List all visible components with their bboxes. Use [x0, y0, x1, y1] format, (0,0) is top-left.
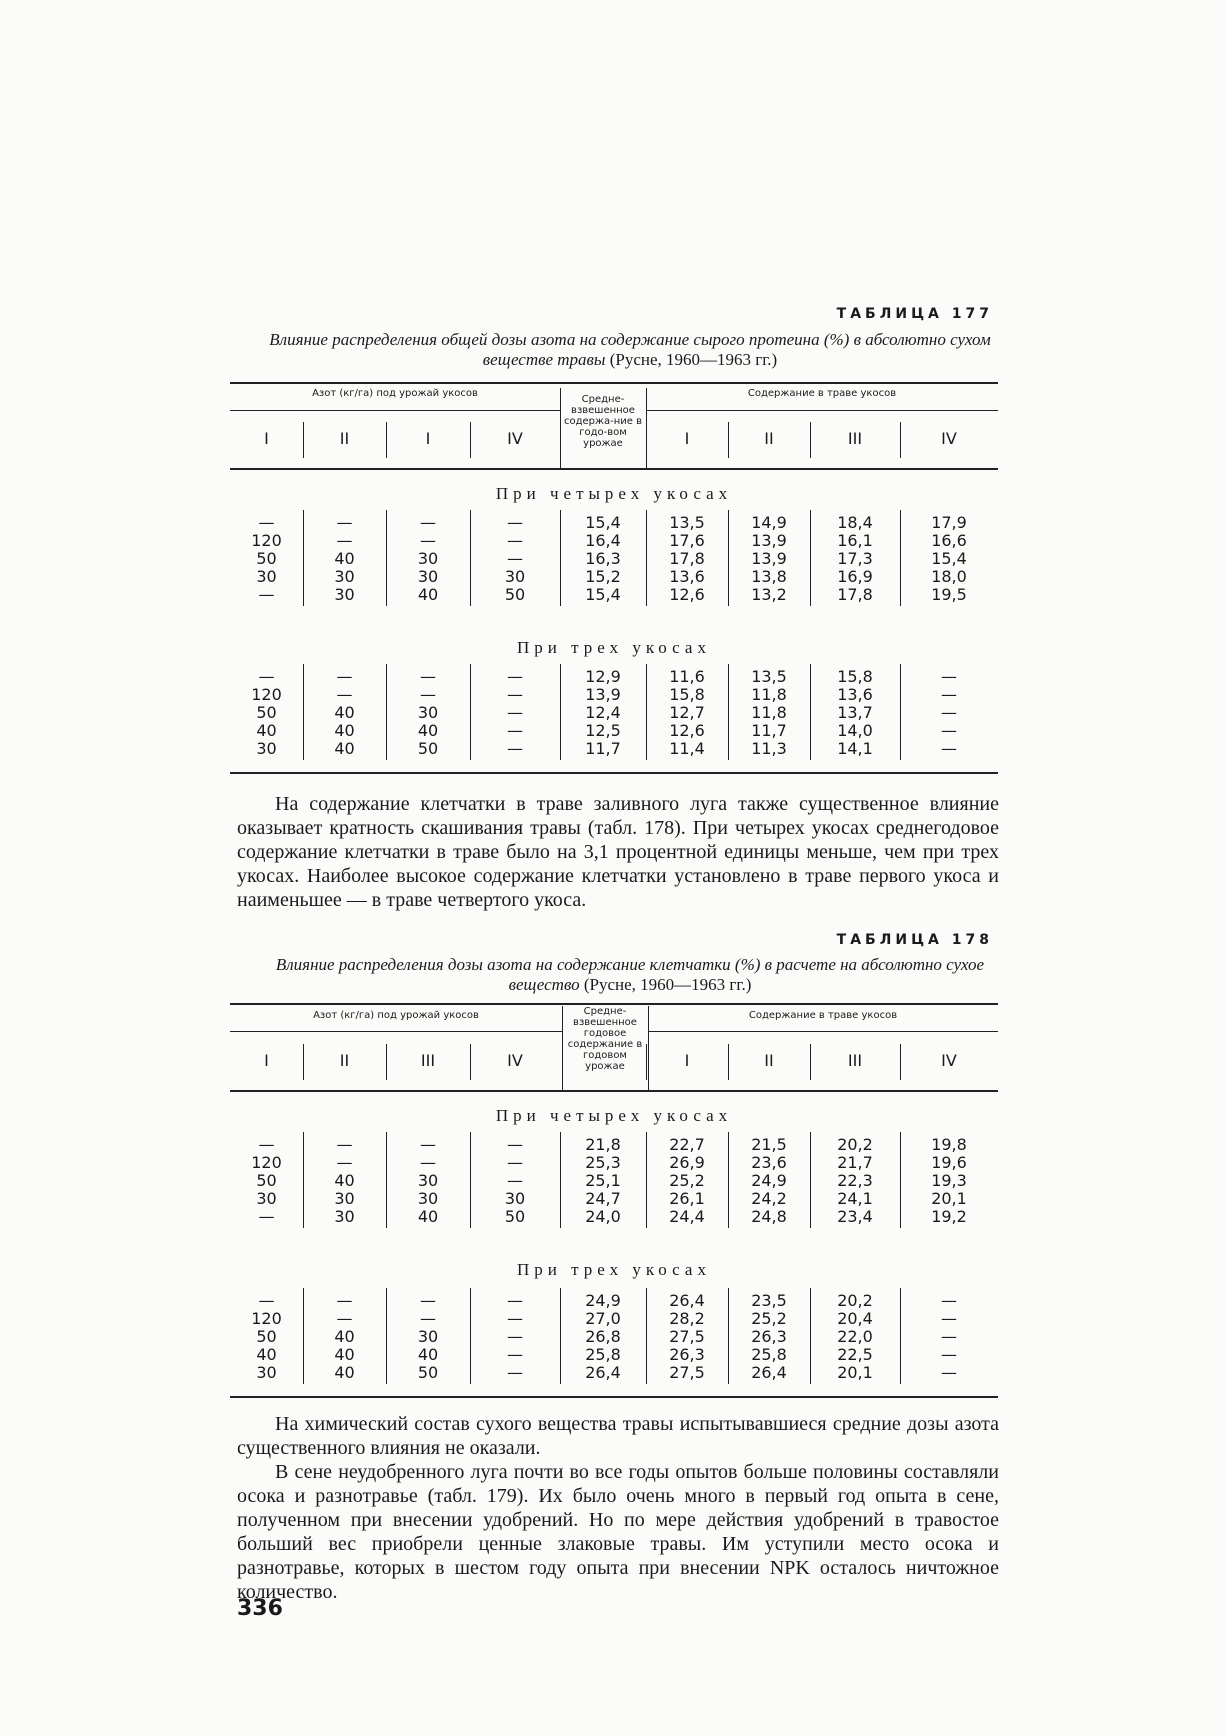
t177-three-cell: 14,1	[837, 739, 873, 758]
table-178-label: ТАБЛИЦА 178	[836, 932, 993, 948]
t178-content-header-2: II	[764, 1051, 774, 1070]
t177-three-cell: 13,5	[751, 667, 787, 686]
t177-three-cell: 30	[417, 703, 439, 722]
t177-nitro-header-1: I	[264, 429, 269, 448]
t177-three-cell: 11,6	[669, 667, 705, 686]
t177-three-cell: —	[420, 685, 436, 704]
t177-three-cell: —	[941, 667, 957, 686]
t177-four-cell: 12,6	[669, 585, 705, 604]
t177-content-header-3: III	[847, 429, 863, 448]
table-177-title-source: (Русне, 1960—1963 гг.)	[609, 350, 778, 369]
t177-four-cell: 13,5	[669, 513, 705, 532]
t178-three-cell: —	[507, 1291, 523, 1310]
t177-four-cell: —	[420, 531, 436, 550]
paragraph-chemistry: На химический состав сухого вещества травы испытывавшиеся средние дозы азота существенного влияния не оказали.	[237, 1413, 999, 1459]
t177-four-cell: 30	[256, 567, 277, 586]
t177-four-cell: 19,5	[931, 585, 967, 604]
t178-three-cell: 40	[417, 1345, 439, 1364]
t178-four-cell: 23,4	[837, 1207, 873, 1226]
t177-content-header-1: I	[684, 429, 690, 448]
t178-four-cell: —	[258, 1135, 275, 1154]
paragraph-hay: В сене неудобренного луга почти во все годы опытов больше половины составляли осока и разнотравье (табл. 179). Их было очень много в первый год опыта в сене, полученном при внесении удобрений. Но по мере действия удобрений в травостое больший вес приобрели ценные злаковые травы. Им уступили место осока и разнотравье, которых в шестом году опыта при внесении NPK осталось ничтожное количество.	[237, 1461, 999, 1603]
t177-four-cell: 13,9	[751, 531, 787, 550]
t177-content-header-4: IV	[941, 429, 957, 448]
t177-nitro-header-2: II	[339, 429, 350, 448]
t177-three-cell: 15,8	[669, 685, 705, 704]
table-178-title-italic: Влияние распределения дозы азота на содержание клетчатки (%) в расчете на абсолютно сухое вещество	[275, 955, 985, 994]
t177-four-cell: 16,9	[837, 567, 873, 586]
t178-four-cell: 26,9	[669, 1153, 705, 1172]
t177-three-cell: —	[941, 721, 957, 740]
t178-three-cell: 25,8	[585, 1345, 621, 1364]
t177-three-cell: 12,5	[585, 721, 621, 740]
t178-four-cell: 21,7	[837, 1153, 873, 1172]
t177-three-cell: 11,7	[585, 739, 621, 758]
t177-four-cell: 30	[334, 585, 355, 604]
t178-three-cell: —	[941, 1345, 957, 1364]
t177-nitro-header-3: I	[425, 429, 431, 448]
t177-four-cell: —	[336, 513, 353, 532]
t177-three-cell: —	[941, 685, 957, 704]
t178-three-cell: 20,2	[837, 1291, 873, 1310]
t178-three-cell: —	[507, 1363, 523, 1382]
t178-three-cell: 26,4	[751, 1363, 787, 1382]
t178-three-cell: —	[941, 1327, 957, 1346]
t178-nitro-header-3: III	[420, 1051, 436, 1070]
t177-three-cell: 12,4	[585, 703, 621, 722]
table-178-avg-header: Средне-взвешенное годовое содержание в годовом урожае	[567, 1006, 643, 1072]
t178-four-cell: 24,7	[585, 1189, 621, 1208]
t177-four-cell: 17,6	[669, 531, 705, 550]
t178-three-cell: 20,4	[837, 1309, 873, 1328]
t177-four-cell: 15,2	[585, 567, 621, 586]
t177-four-cell: 13,6	[669, 567, 705, 586]
t177-four-cell: 13,8	[751, 567, 787, 586]
t177-three-cell: 11,3	[751, 739, 787, 758]
table-177-title-italic: Влияние распределения общей дозы азота на содержание сырого протеина (%) в абсолютно сухом веществе травы	[269, 330, 991, 369]
t178-nitro-header-2: II	[339, 1051, 350, 1070]
t178-four-cell: 30	[417, 1171, 439, 1190]
t177-three-cell: 13,7	[837, 703, 873, 722]
t177-three-cell: 11,8	[751, 703, 787, 722]
table-177-content-header: Содержание в траве укосов	[747, 388, 897, 399]
t177-four-cell: 18,0	[931, 567, 967, 586]
t177-three-cell: 40	[334, 703, 355, 722]
t178-four-cell: 20,1	[931, 1189, 967, 1208]
t178-four-cell: 21,8	[585, 1135, 621, 1154]
t177-four-cell: 16,4	[585, 531, 621, 550]
t178-four-cell: —	[507, 1171, 523, 1190]
t178-three-cell: —	[941, 1309, 957, 1328]
t178-four-cell: 24,4	[669, 1207, 705, 1226]
t177-content-header-2: II	[764, 429, 774, 448]
t177-four-cell: 30	[504, 567, 526, 586]
t177-four-cell: 14,9	[751, 513, 787, 532]
t178-four-cell: 19,2	[931, 1207, 967, 1226]
t177-three-cell: —	[336, 685, 353, 704]
t178-four-cell: —	[507, 1135, 523, 1154]
t177-three-cell: 12,7	[669, 703, 705, 722]
t177-four-cell: 16,3	[585, 549, 621, 568]
table-178-nitrogen-header: Азот (кг/га) под урожай укосов	[313, 1010, 479, 1021]
t177-four-cell: —	[507, 531, 523, 550]
t177-three-cell: 12,9	[585, 667, 621, 686]
t177-three-cell: —	[420, 667, 436, 686]
t178-four-cell: 40	[334, 1171, 355, 1190]
t177-four-cell: 30	[334, 567, 355, 586]
t178-three-cell: 40	[334, 1345, 355, 1364]
t178-three-cell: 23,5	[751, 1291, 787, 1310]
t178-four-cell: 30	[334, 1189, 355, 1208]
t178-four-cell: 25,3	[585, 1153, 621, 1172]
t177-three-cell: —	[507, 703, 523, 722]
t177-three-cell: 40	[256, 721, 277, 740]
t177-three-cell: —	[336, 667, 353, 686]
t178-three-cell: 50	[417, 1363, 439, 1382]
t178-four-cell: —	[420, 1153, 436, 1172]
t178-four-cell: 30	[504, 1189, 526, 1208]
t178-four-cell: 23,6	[751, 1153, 787, 1172]
table-178-section-three: При трех укосах	[517, 1260, 711, 1279]
t177-four-cell: 40	[334, 549, 355, 568]
t177-four-cell: 13,9	[751, 549, 787, 568]
t177-three-cell: 15,8	[837, 667, 873, 686]
t178-three-cell: —	[507, 1327, 523, 1346]
t178-three-cell: —	[507, 1309, 523, 1328]
t177-three-cell: —	[941, 703, 957, 722]
t178-nitro-header-4: IV	[507, 1051, 523, 1070]
t178-four-cell: —	[507, 1153, 523, 1172]
t177-four-cell: 40	[417, 585, 439, 604]
table-177-avg-header: Средне-взвешенное содержа-ние в годо-вом урожае	[563, 394, 643, 449]
t177-four-cell: 18,4	[837, 513, 873, 532]
t177-four-cell: 15,4	[585, 585, 621, 604]
t177-three-cell: —	[507, 667, 523, 686]
t178-four-cell: 120	[251, 1153, 282, 1172]
t178-four-cell: 24,1	[837, 1189, 873, 1208]
t178-three-cell: —	[941, 1291, 957, 1310]
t177-four-cell: —	[336, 531, 353, 550]
t178-three-cell: 40	[334, 1327, 355, 1346]
t177-four-cell: 30	[417, 567, 439, 586]
t178-three-cell: 27,5	[669, 1363, 705, 1382]
t178-content-header-3: III	[847, 1051, 863, 1070]
t178-three-cell: 26,4	[669, 1291, 705, 1310]
t178-three-cell: 120	[251, 1309, 282, 1328]
t177-three-cell: —	[258, 667, 275, 686]
t178-four-cell: 25,1	[585, 1171, 621, 1190]
t178-four-cell: 22,3	[837, 1171, 873, 1190]
t177-three-cell: —	[941, 739, 957, 758]
t178-content-header-4: IV	[941, 1051, 957, 1070]
t178-three-cell: —	[258, 1291, 275, 1310]
t178-three-cell: —	[941, 1363, 957, 1382]
t177-four-cell: 17,8	[669, 549, 705, 568]
t178-four-cell: 22,7	[669, 1135, 705, 1154]
t178-three-cell: —	[336, 1291, 353, 1310]
t177-nitro-header-4: IV	[507, 429, 523, 448]
t178-four-cell: 50	[256, 1171, 277, 1190]
t177-four-cell: 17,8	[837, 585, 873, 604]
t178-four-cell: 24,2	[751, 1189, 787, 1208]
t177-three-cell: —	[507, 739, 523, 758]
t178-three-cell: 30	[256, 1363, 277, 1382]
t177-three-cell: 14,0	[837, 721, 873, 740]
t178-four-cell: 25,2	[669, 1171, 705, 1190]
t177-four-cell: —	[507, 513, 523, 532]
t177-three-cell: 120	[251, 685, 282, 704]
t177-three-cell: 40	[417, 721, 439, 740]
t178-three-cell: —	[336, 1309, 353, 1328]
t178-three-cell: 27,0	[585, 1309, 621, 1328]
t177-four-cell: 50	[504, 585, 526, 604]
table-177-title	[250, 330, 1010, 370]
table-177-section-four: При четырех укосах	[495, 484, 733, 503]
t178-three-cell: —	[420, 1291, 436, 1310]
table-178-title-source: (Русне, 1960—1963 гг.)	[583, 975, 752, 994]
t177-three-cell: 11,4	[669, 739, 705, 758]
t178-three-cell: 25,2	[751, 1309, 787, 1328]
table-178-content-header: Содержание в траве укосов	[748, 1010, 898, 1021]
page-number: 336	[237, 1596, 283, 1621]
t178-three-cell: 20,1	[837, 1363, 873, 1382]
t177-four-cell: 30	[417, 549, 439, 568]
t177-three-cell: 50	[256, 703, 277, 722]
t178-four-cell: 40	[417, 1207, 439, 1226]
table-177-nitrogen-header: Азот (кг/га) под урожай укосов	[312, 388, 478, 399]
t178-four-cell: 24,0	[585, 1207, 621, 1226]
t178-three-cell: 24,9	[585, 1291, 621, 1310]
paragraph-fiber: На содержание клетчатки в траве заливного луга также существенное влияние оказывает кратность скашивания травы (табл. 178). При четырех укосах среднегодовое содержание клетчатки в траве было на 3,1 процентной единицы меньше, чем при трех укосах. Наиболее высокое содержание клетчатки установлено в траве первого укоса и наименьшее — в траве четвертого укоса.	[237, 793, 999, 911]
t178-three-cell: 25,8	[751, 1345, 787, 1364]
t177-four-cell: 16,6	[931, 531, 967, 550]
t178-three-cell: 26,8	[585, 1327, 621, 1346]
t178-four-cell: 19,8	[931, 1135, 967, 1154]
t177-four-cell: 120	[251, 531, 282, 550]
t177-three-cell: 13,6	[837, 685, 873, 704]
t178-nitro-header-1: I	[264, 1051, 269, 1070]
t178-three-cell: 26,3	[669, 1345, 705, 1364]
t177-four-cell: 15,4	[931, 549, 967, 568]
t178-four-cell: —	[258, 1207, 275, 1226]
t178-three-cell: 50	[256, 1327, 277, 1346]
table-177-label: ТАБЛИЦА 177	[836, 306, 993, 322]
t178-three-cell: 40	[256, 1345, 277, 1364]
t177-three-cell: —	[507, 685, 523, 704]
t178-four-cell: —	[336, 1135, 353, 1154]
t177-four-cell: 15,4	[585, 513, 621, 532]
t178-four-cell: 30	[417, 1189, 439, 1208]
t177-three-cell: 12,6	[669, 721, 705, 740]
t178-four-cell: 30	[334, 1207, 355, 1226]
t177-three-cell: 11,8	[751, 685, 787, 704]
t177-four-cell: 16,1	[837, 531, 873, 550]
t178-four-cell: 19,6	[931, 1153, 967, 1172]
t178-four-cell: 20,2	[837, 1135, 873, 1154]
t178-three-cell: 26,3	[751, 1327, 787, 1346]
table-177-section-three: При трех укосах	[517, 638, 711, 657]
t177-four-cell: —	[258, 585, 275, 604]
t177-three-cell: 13,9	[585, 685, 621, 704]
t177-three-cell: 40	[334, 721, 355, 740]
t178-three-cell: 26,4	[585, 1363, 621, 1382]
t177-four-cell: 50	[256, 549, 277, 568]
table-178-section-four: При четырех укосах	[495, 1106, 733, 1125]
table-178-title	[250, 955, 1010, 995]
t177-four-cell: 13,2	[751, 585, 787, 604]
t178-four-cell: —	[336, 1153, 353, 1172]
t177-four-cell: —	[507, 549, 523, 568]
t178-four-cell: 19,3	[931, 1171, 967, 1190]
t177-three-cell: 30	[256, 739, 277, 758]
t178-four-cell: 24,9	[751, 1171, 787, 1190]
t178-three-cell: 28,2	[669, 1309, 705, 1328]
t178-content-header-1: I	[684, 1051, 690, 1070]
t178-four-cell: 50	[504, 1207, 526, 1226]
t178-three-cell: —	[507, 1345, 523, 1364]
t177-three-cell: 50	[417, 739, 439, 758]
t177-four-cell: —	[258, 513, 275, 532]
t177-three-cell: —	[507, 721, 523, 740]
t177-four-cell: —	[420, 513, 436, 532]
t178-three-cell: 22,0	[837, 1327, 873, 1346]
t178-four-cell: —	[420, 1135, 436, 1154]
t178-four-cell: 30	[256, 1189, 277, 1208]
t177-three-cell: 11,7	[751, 721, 787, 740]
t178-three-cell: 40	[334, 1363, 355, 1382]
t178-four-cell: 26,1	[669, 1189, 705, 1208]
t177-three-cell: 40	[334, 739, 355, 758]
t178-three-cell: 30	[417, 1327, 439, 1346]
t178-three-cell: —	[420, 1309, 436, 1328]
t178-three-cell: 27,5	[669, 1327, 705, 1346]
t178-four-cell: 21,5	[751, 1135, 787, 1154]
t178-four-cell: 24,8	[751, 1207, 787, 1226]
t177-four-cell: 17,9	[931, 513, 967, 532]
t178-three-cell: 22,5	[837, 1345, 873, 1364]
t177-four-cell: 17,3	[837, 549, 873, 568]
